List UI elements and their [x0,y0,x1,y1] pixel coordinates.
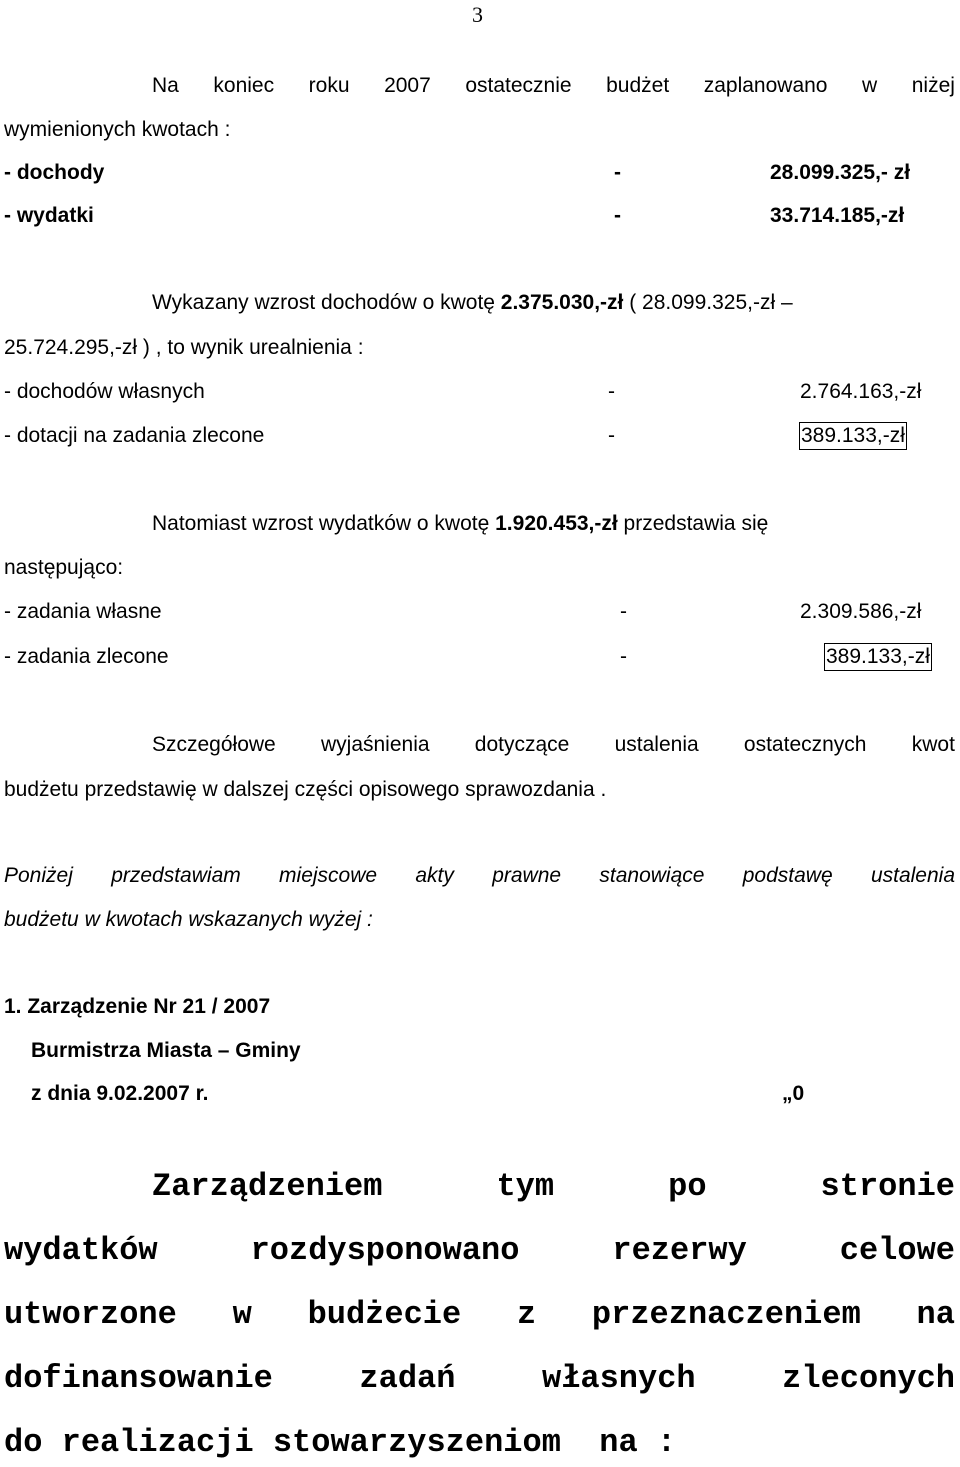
budget-value-expenses: 33.714.185,-zł [770,204,905,227]
ordinance-title: 1. Zarządzenie Nr 21 / 2007 [4,995,271,1018]
own-tasks-dash: - [620,600,627,623]
budget-label-income: - dochody [4,161,105,184]
intro-line-2: wymienionych kwotach : [4,118,231,141]
delegated-tasks-label: - zadania zlecone [4,645,169,668]
income-growth-line-1: Wykazany wzrost dochodów o kwotę 2.375.030,-zł ( 28.099.325,-zł – [152,291,793,314]
ordinance-value: „0 [782,1082,805,1105]
delegated-tasks-dash: - [620,645,627,668]
legal-intro-line-2: budżetu w kwotach wskazanych wyżej : [4,908,373,931]
ordinance-issuer: Burmistrza Miasta – Gminy [31,1039,301,1062]
own-income-value: 2.764.163,-zł [800,380,922,403]
income-growth-amount: 2.375.030,-zł [500,291,624,314]
budget-label-expenses: - wydatki [4,204,94,227]
intro-line-1: Na koniec roku 2007 ostatecznie budżet zaplanowano w niżej [152,74,955,97]
subsidy-label: - dotacji na zadania zlecone [4,424,265,447]
budget-dash-expenses: - [614,204,621,227]
own-income-label: - dochodów własnych [4,380,205,403]
subsidy-value: 389.133,-zł [801,424,905,447]
expense-growth-amount: 1.920.453,-zł [495,512,618,535]
closing-line-4: dofinansowanie zadań własnych zleconych [4,1360,955,1397]
own-income-dash: - [608,380,615,403]
expense-growth-line-1: Natomiast wzrost wydatków o kwotę 1.920.453,-zł przedstawia się [152,512,769,535]
delegated-tasks-value: 389.133,-zł [826,645,930,668]
closing-line-1: Zarządzeniem tym po stronie [152,1168,955,1205]
page-number: 3 [472,2,483,27]
details-line-2: budżetu przedstawię w dalszej części opisowego sprawozdania . [4,778,607,801]
own-tasks-value: 2.309.586,-zł [800,600,922,623]
closing-line-5: do realizacji stowarzyszeniom na : [4,1424,677,1461]
own-tasks-label: - zadania własne [4,600,162,623]
ordinance-date: z dnia 9.02.2007 r. [31,1082,209,1105]
details-line-1: Szczegółowe wyjaśnienia dotyczące ustalenia ostatecznych kwot [152,733,955,756]
budget-value-income: 28.099.325,- zł [770,161,911,184]
income-growth-line-2: 25.724.295,-zł ) , to wynik urealnienia : [4,336,364,359]
subsidy-dash: - [608,424,615,447]
expense-growth-line-2: następująco: [4,556,124,579]
budget-dash-income: - [614,161,621,184]
legal-intro-line-1: Poniżej przedstawiam miejscowe akty prawne stanowiące podstawę ustalenia [4,864,955,887]
closing-line-2: wydatków rozdysponowano rezerwy celowe [4,1232,955,1269]
closing-line-3: utworzone w budżecie z przeznaczeniem na [4,1296,955,1333]
